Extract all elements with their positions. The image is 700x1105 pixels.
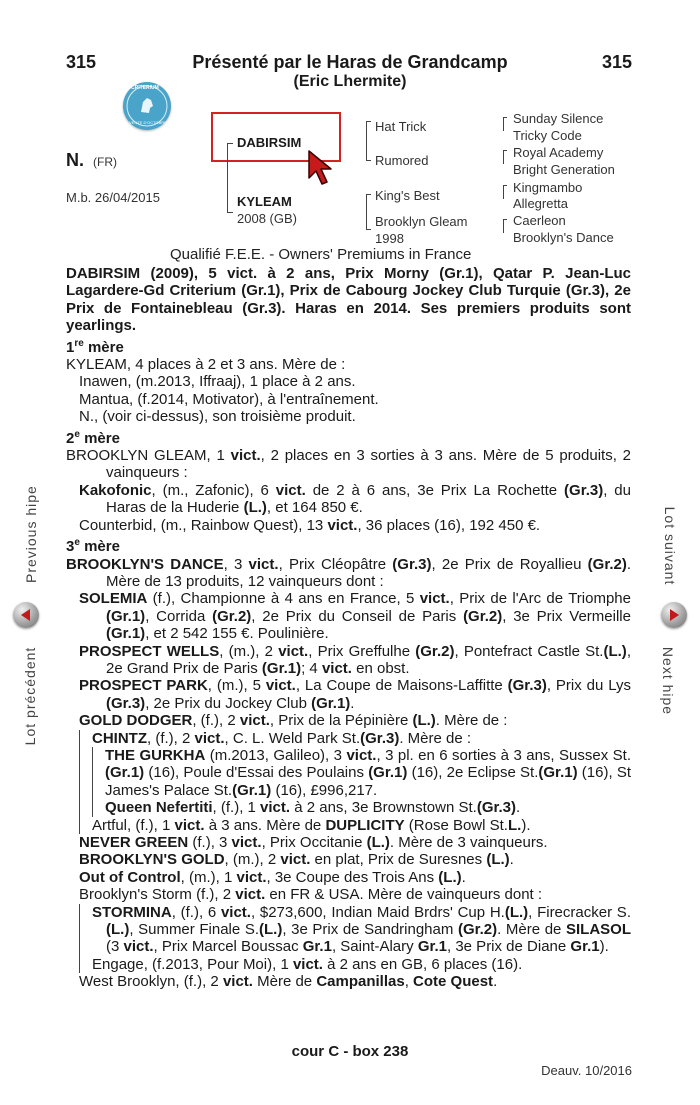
mouse-cursor-icon bbox=[306, 148, 336, 188]
next-button[interactable] bbox=[661, 602, 687, 628]
produce-line: Counterbid, (m., Rainbow Quest), 13 vict., 36 places (16), 192 450 €. bbox=[79, 516, 541, 534]
produce-line: Out of Control, (m.), 1 vict., 3e Coupe des Trois Ans (L.). bbox=[79, 868, 466, 886]
produce-line: STORMINA, (f.), 6 vict., $273,600, Indian Maid Brdrs' Cup H.(L.), Firecracker S.(L.), Summer Finale S.(L.), 3e Prix de Sandringham (Gr.2). Mère de SILASOL (3 vict., Prix Marcel Boussac Gr.1, Saint-Alary Gr.1, 3e Prix de Diane Gr.1). bbox=[92, 903, 632, 956]
dam-dam: Brooklyn Gleam bbox=[375, 214, 468, 229]
previous-button[interactable] bbox=[13, 602, 39, 628]
logo-text-bottom: VENTE D'OCTOBRE bbox=[129, 120, 167, 125]
lot-suivant-link[interactable]: Lot suivant bbox=[662, 506, 678, 586]
sd-sire: Royal Academy bbox=[513, 145, 604, 160]
sire-sire: Hat Trick bbox=[375, 119, 427, 134]
qualification-line: Qualifié F.E.E. - Owners' Premiums in France bbox=[170, 246, 472, 263]
produce-line: N., (voir ci-dessus), son troisième produit. bbox=[79, 408, 356, 426]
sire-name[interactable]: DABIRSIM bbox=[237, 135, 302, 150]
produce-line: CHINTZ, (f.), 2 vict., C. L. Weld Park St.(Gr.3). Mère de : bbox=[92, 729, 472, 747]
produce-line: NEVER GREEN (f.), 3 vict., Prix Occitanie (L.). Mère de 3 vainqueurs. bbox=[79, 834, 548, 851]
sire-description: DABIRSIM (2009), 5 vict. à 2 ans, Prix Morny (Gr.1), Qatar P. Jean-Luc Lagardere-Gd Criterium (Gr.1), Prix de Cabourg Jockey Club Turquie (Gr.3), 2e Prix de Fontainebleau (Gr.3). Haras en 2014. Ses premiers produits sont yearlings. bbox=[66, 265, 631, 335]
produce-line: PROSPECT PARK, (m.), 5 vict., La Coupe de Maisons-Laffitte (Gr.3), Prix du Lys (Gr.3), 2e Prix du Jockey Club (Gr.1). bbox=[79, 677, 631, 712]
second-dam-text: BROOKLYN GLEAM, 1 vict., 2 places en 3 sorties à 3 ans. Mère de 5 produits, 2 vainqueurs : bbox=[66, 447, 631, 482]
previous-hipe-link[interactable]: Previous hipe bbox=[23, 485, 39, 583]
lot-number-right: 315 bbox=[601, 52, 632, 72]
next-hipe-link[interactable]: Next hipe bbox=[660, 646, 676, 716]
first-dam-text: KYLEAM, 4 places à 2 et 3 ans. Mère de : bbox=[66, 356, 346, 374]
produce-line: BROOKLYN'S GOLD, (m.), 2 vict. en plat, Prix de Suresnes (L.). bbox=[79, 851, 514, 869]
gold-dodger-produce bbox=[79, 730, 631, 834]
produce-line: GOLD DODGER, (f.), 2 vict., Prix de la Pépinière (L.). Mère de : bbox=[79, 712, 508, 730]
dam-dam-year: 1998 bbox=[375, 231, 404, 246]
page-title: Présenté par le Haras de Grandcamp bbox=[192, 52, 508, 72]
produce-line: West Brooklyn, (f.), 2 vict. Mère de Campanillas, Cote Quest. bbox=[79, 973, 498, 991]
produce-line: PROSPECT WELLS, (m.), 2 vict., Prix Greffulhe (Gr.2), Pontefract Castle St.(L.), 2e Grand Prix de Paris (Gr.1); 4 vict. en obst. bbox=[79, 642, 631, 677]
section-heading-second-dam: 2e mère bbox=[66, 428, 120, 447]
produce-line: THE GURKHA (m.2013, Galileo), 3 vict., 3 pl. en 6 sorties à 3 ans, Sussex St.(Gr.1) (16), Poule d'Essai des Poulains (Gr.1) (16), 2e Eclipse St.(Gr.1) (16), St James's Palace St.(Gr.1) (16), £996,217. bbox=[105, 746, 632, 799]
section-heading-third-dam: 3e mère bbox=[66, 537, 120, 556]
lot-precedent-link[interactable]: Lot précédent bbox=[22, 646, 38, 746]
footer-location: cour C - box 238 bbox=[291, 1043, 409, 1060]
ds-dam: Allegretta bbox=[513, 196, 568, 211]
third-dam-text: BROOKLYN'S DANCE, 3 vict., Prix Cléopâtre (Gr.3), 2e Prix de Royallieu (Gr.2). Mère de 13 produits, 12 vainqueurs dont : bbox=[66, 555, 632, 590]
produce-line: Kakofonic, (m., Zafonic), 6 vict. de 2 à 6 ans, 3e Prix La Rochette (Gr.3), du Haras de la Huderie (L.), et 164 850 €. bbox=[79, 481, 631, 517]
ss-dam: Tricky Code bbox=[513, 128, 582, 143]
horse-birth: M.b. 26/04/2015 bbox=[66, 190, 160, 205]
produce-line: Artful, (f.), 1 vict. à 3 ans. Mère de DUPLICITY (Rose Bowl St.L.). bbox=[92, 816, 531, 834]
sire-dam: Rumored bbox=[375, 153, 429, 168]
dd-sire: Caerleon bbox=[513, 213, 566, 228]
footer-sale: Deauv. 10/2016 bbox=[541, 1063, 632, 1078]
ds-sire: Kingmambo bbox=[513, 180, 583, 195]
arrow-right-icon bbox=[661, 602, 687, 628]
produce-line: Brooklyn's Storm (f.), 2 vict. en FR & USA. Mère de vainqueurs dont : bbox=[79, 886, 543, 904]
dam-sire: King's Best bbox=[375, 188, 440, 203]
criterium-logo bbox=[123, 82, 171, 130]
brooklyns-storm-produce bbox=[79, 904, 631, 974]
lot-number-left: 315 bbox=[66, 52, 97, 72]
dam-info: 2008 (GB) bbox=[237, 211, 297, 226]
chintz-produce bbox=[92, 747, 631, 817]
arrow-left-icon bbox=[13, 602, 39, 628]
produce-line: Mantua, (f.2014, Motivator), à l'entraînement. bbox=[79, 390, 379, 408]
catalogue-body bbox=[66, 265, 631, 991]
produce-line: Engage, (f.2013, Pour Moi), 1 vict. à 2 ans en GB, 6 places (16). bbox=[92, 955, 523, 973]
dam-name: KYLEAM bbox=[237, 194, 292, 209]
produce-line: SOLEMIA (f.), Championne à 4 ans en France, 5 vict., Prix de l'Arc de Triomphe (Gr.1), Corrida (Gr.2), 2e Prix du Conseil de Paris (Gr.2), 3e Prix Vermeille (Gr.1), et 2 542 155 €. Poulinière. bbox=[79, 590, 631, 643]
produce-line: Inawen, (m.2013, Iffraaj), 1 place à 2 ans. bbox=[79, 373, 356, 391]
horse-sex: N. bbox=[66, 150, 84, 170]
dd-dam: Brooklyn's Dance bbox=[513, 230, 614, 245]
produce-line: Queen Nefertiti, (f.), 1 vict. à 2 ans, 3e Brownstown St.(Gr.3). bbox=[105, 799, 521, 817]
sd-dam: Bright Generation bbox=[513, 162, 615, 177]
ss-sire: Sunday Silence bbox=[513, 111, 604, 126]
section-heading-first-dam: 1re mère bbox=[66, 337, 124, 356]
logo-text-top: CRITERIUM bbox=[131, 85, 159, 91]
page-subtitle: (Eric Lhermite) bbox=[293, 73, 407, 90]
horse-origin: (FR) bbox=[93, 155, 117, 169]
